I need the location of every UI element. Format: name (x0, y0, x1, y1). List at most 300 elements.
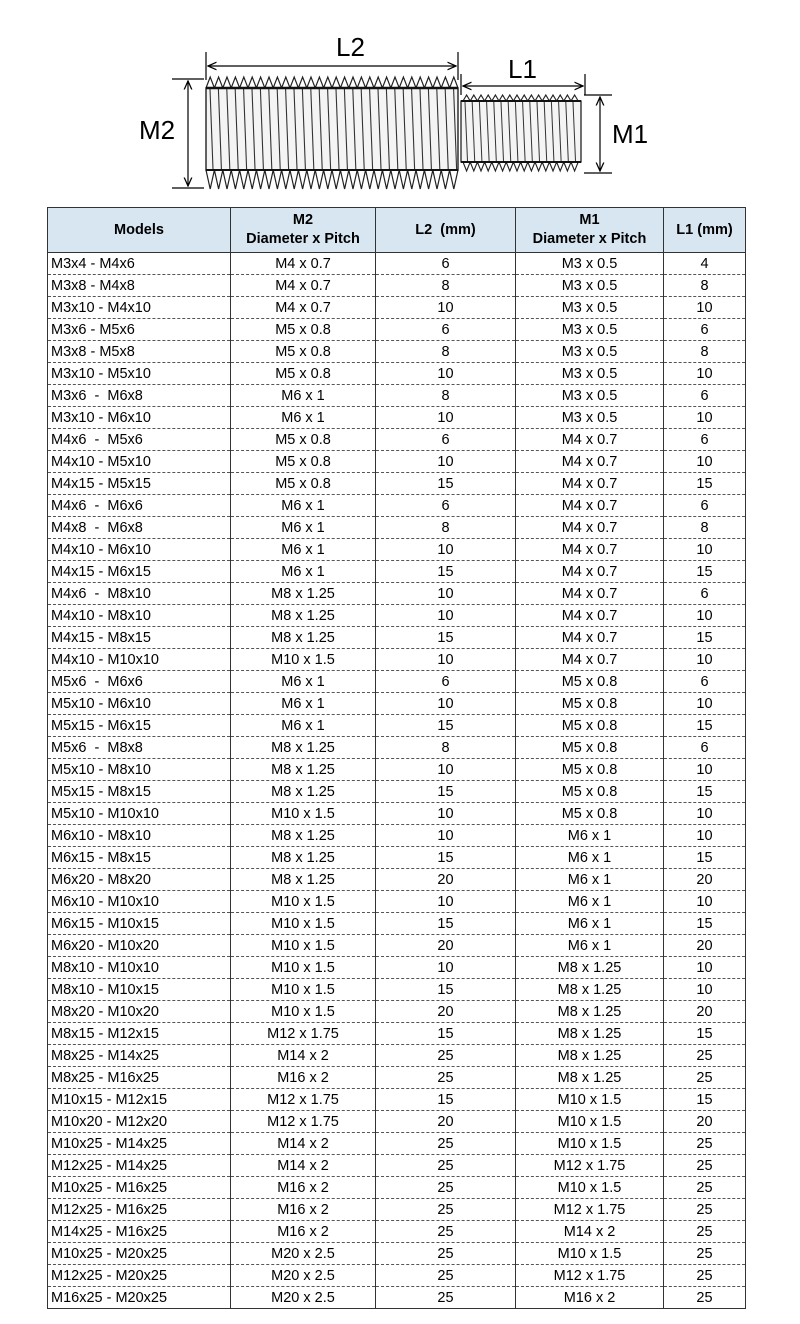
cell-model: M8x15 - M12x15 (48, 1023, 231, 1045)
cell-l2: 6 (376, 429, 516, 451)
cell-m2: M20 x 2.5 (231, 1243, 376, 1265)
cell-l1: 6 (664, 385, 746, 407)
cell-l1: 25 (664, 1155, 746, 1177)
table-row (48, 539, 746, 561)
cell-m2: M6 x 1 (231, 385, 376, 407)
cell-l1: 15 (664, 1023, 746, 1045)
cell-model: M10x15 - M12x15 (48, 1089, 231, 1111)
cell-m1: M4 x 0.7 (516, 649, 664, 671)
cell-model: M10x25 - M14x25 (48, 1133, 231, 1155)
cell-m2: M8 x 1.25 (231, 583, 376, 605)
table-row (48, 297, 746, 319)
table-row (48, 451, 746, 473)
cell-m2: M8 x 1.25 (231, 825, 376, 847)
cell-l1: 15 (664, 913, 746, 935)
cell-l1: 10 (664, 803, 746, 825)
cell-l1: 10 (664, 539, 746, 561)
cell-l2: 10 (376, 297, 516, 319)
cell-m1: M3 x 0.5 (516, 341, 664, 363)
cell-m2: M20 x 2.5 (231, 1265, 376, 1287)
cell-model: M3x10 - M4x10 (48, 297, 231, 319)
cell-m2: M12 x 1.75 (231, 1089, 376, 1111)
header-m2: M2 Diameter x Pitch (231, 208, 376, 253)
table-row (48, 847, 746, 869)
cell-model: M10x25 - M16x25 (48, 1177, 231, 1199)
cell-m1: M5 x 0.8 (516, 693, 664, 715)
cell-m2: M14 x 2 (231, 1133, 376, 1155)
cell-l1: 6 (664, 737, 746, 759)
table-row (48, 913, 746, 935)
table-row (48, 781, 746, 803)
m1-label: M1 (612, 119, 649, 149)
cell-m1: M10 x 1.5 (516, 1089, 664, 1111)
cell-m1: M3 x 0.5 (516, 319, 664, 341)
cell-l1: 10 (664, 451, 746, 473)
cell-l1: 10 (664, 693, 746, 715)
cell-model: M4x6 - M8x10 (48, 583, 231, 605)
cell-m2: M10 x 1.5 (231, 891, 376, 913)
cell-model: M3x8 - M4x8 (48, 275, 231, 297)
cell-m2: M8 x 1.25 (231, 781, 376, 803)
cell-l1: 10 (664, 957, 746, 979)
cell-l2: 10 (376, 825, 516, 847)
cell-m1: M10 x 1.5 (516, 1133, 664, 1155)
cell-m1: M3 x 0.5 (516, 253, 664, 275)
cell-m2: M6 x 1 (231, 407, 376, 429)
cell-l1: 25 (664, 1133, 746, 1155)
table-row (48, 1067, 746, 1089)
cell-m2: M10 x 1.5 (231, 1001, 376, 1023)
cell-l1: 25 (664, 1199, 746, 1221)
cell-model: M16x25 - M20x25 (48, 1287, 231, 1309)
cell-l2: 10 (376, 539, 516, 561)
cell-m1: M12 x 1.75 (516, 1199, 664, 1221)
cell-m2: M5 x 0.8 (231, 363, 376, 385)
header-models: Models (48, 208, 231, 253)
cell-model: M4x10 - M5x10 (48, 451, 231, 473)
cell-model: M6x10 - M8x10 (48, 825, 231, 847)
cell-l1: 10 (664, 297, 746, 319)
table-row (48, 649, 746, 671)
table-row (48, 1265, 746, 1287)
cell-m2: M6 x 1 (231, 561, 376, 583)
cell-l2: 25 (376, 1243, 516, 1265)
cell-l2: 25 (376, 1287, 516, 1309)
table-row (48, 935, 746, 957)
cell-l1: 15 (664, 847, 746, 869)
cell-m1: M4 x 0.7 (516, 517, 664, 539)
cell-m1: M12 x 1.75 (516, 1155, 664, 1177)
table-row (48, 583, 746, 605)
table-row (48, 825, 746, 847)
cell-model: M4x15 - M8x15 (48, 627, 231, 649)
cell-l2: 15 (376, 913, 516, 935)
table-row (48, 671, 746, 693)
table-row (48, 737, 746, 759)
l1-label: L1 (508, 54, 537, 84)
cell-model: M3x10 - M6x10 (48, 407, 231, 429)
cell-l2: 8 (376, 385, 516, 407)
table-row (48, 275, 746, 297)
cell-m2: M8 x 1.25 (231, 737, 376, 759)
cell-l1: 8 (664, 341, 746, 363)
cell-m2: M16 x 2 (231, 1177, 376, 1199)
cell-m2: M10 x 1.5 (231, 979, 376, 1001)
cell-model: M3x10 - M5x10 (48, 363, 231, 385)
cell-l1: 20 (664, 1001, 746, 1023)
cell-l2: 6 (376, 319, 516, 341)
table-row (48, 759, 746, 781)
cell-m1: M5 x 0.8 (516, 759, 664, 781)
cell-model: M4x10 - M6x10 (48, 539, 231, 561)
cell-model: M5x15 - M8x15 (48, 781, 231, 803)
m2-thread-section (206, 77, 458, 189)
cell-m1: M16 x 2 (516, 1287, 664, 1309)
cell-l1: 10 (664, 825, 746, 847)
cell-m2: M8 x 1.25 (231, 605, 376, 627)
cell-l2: 6 (376, 253, 516, 275)
cell-model: M3x8 - M5x8 (48, 341, 231, 363)
cell-l2: 8 (376, 275, 516, 297)
cell-m1: M8 x 1.25 (516, 1001, 664, 1023)
cell-m1: M6 x 1 (516, 847, 664, 869)
cell-l2: 25 (376, 1155, 516, 1177)
table-row (48, 891, 746, 913)
cell-l1: 6 (664, 583, 746, 605)
cell-l2: 15 (376, 473, 516, 495)
cell-l1: 10 (664, 649, 746, 671)
cell-l2: 15 (376, 1089, 516, 1111)
cell-model: M6x10 - M10x10 (48, 891, 231, 913)
cell-l1: 10 (664, 979, 746, 1001)
cell-m2: M5 x 0.8 (231, 341, 376, 363)
table-row (48, 517, 746, 539)
cell-l2: 15 (376, 979, 516, 1001)
cell-l2: 8 (376, 341, 516, 363)
cell-l1: 10 (664, 363, 746, 385)
cell-l2: 25 (376, 1221, 516, 1243)
cell-l2: 25 (376, 1067, 516, 1089)
cell-l2: 10 (376, 583, 516, 605)
cell-model: M4x10 - M10x10 (48, 649, 231, 671)
cell-m1: M12 x 1.75 (516, 1265, 664, 1287)
cell-l1: 6 (664, 495, 746, 517)
cell-model: M4x6 - M5x6 (48, 429, 231, 451)
cell-l1: 8 (664, 275, 746, 297)
cell-m2: M5 x 0.8 (231, 319, 376, 341)
cell-l2: 20 (376, 1111, 516, 1133)
cell-l2: 10 (376, 957, 516, 979)
cell-model: M4x15 - M5x15 (48, 473, 231, 495)
cell-l1: 25 (664, 1265, 746, 1287)
table-row (48, 385, 746, 407)
cell-m2: M16 x 2 (231, 1067, 376, 1089)
cell-model: M3x6 - M5x6 (48, 319, 231, 341)
cell-l2: 8 (376, 737, 516, 759)
cell-m2: M5 x 0.8 (231, 451, 376, 473)
threaded-stud-diagram (0, 0, 800, 205)
table-row (48, 1089, 746, 1111)
cell-l2: 25 (376, 1177, 516, 1199)
cell-l2: 25 (376, 1133, 516, 1155)
cell-l2: 8 (376, 517, 516, 539)
cell-model: M5x10 - M8x10 (48, 759, 231, 781)
cell-m2: M14 x 2 (231, 1155, 376, 1177)
cell-m1: M8 x 1.25 (516, 979, 664, 1001)
cell-l2: 10 (376, 451, 516, 473)
cell-l1: 6 (664, 671, 746, 693)
cell-l1: 20 (664, 935, 746, 957)
spec-table (47, 207, 746, 1309)
cell-l1: 6 (664, 319, 746, 341)
cell-model: M4x10 - M8x10 (48, 605, 231, 627)
m2-label: M2 (139, 115, 176, 145)
cell-m1: M14 x 2 (516, 1221, 664, 1243)
table-row (48, 1243, 746, 1265)
cell-l1: 25 (664, 1287, 746, 1309)
header-l1: L1 (mm) (664, 208, 746, 253)
cell-l2: 10 (376, 803, 516, 825)
cell-l2: 15 (376, 561, 516, 583)
table-row (48, 605, 746, 627)
cell-l1: 8 (664, 517, 746, 539)
table-row (48, 957, 746, 979)
cell-l2: 10 (376, 693, 516, 715)
cell-m1: M4 x 0.7 (516, 605, 664, 627)
table-row (48, 693, 746, 715)
table-row (48, 979, 746, 1001)
cell-model: M8x20 - M10x20 (48, 1001, 231, 1023)
cell-m2: M8 x 1.25 (231, 847, 376, 869)
cell-m1: M5 x 0.8 (516, 781, 664, 803)
cell-m1: M6 x 1 (516, 935, 664, 957)
cell-model: M5x15 - M6x15 (48, 715, 231, 737)
cell-m1: M8 x 1.25 (516, 1023, 664, 1045)
cell-m2: M10 x 1.5 (231, 935, 376, 957)
cell-l2: 10 (376, 605, 516, 627)
cell-l1: 25 (664, 1045, 746, 1067)
table-header-row (48, 208, 746, 253)
cell-m1: M4 x 0.7 (516, 539, 664, 561)
cell-l2: 10 (376, 759, 516, 781)
cell-m2: M4 x 0.7 (231, 275, 376, 297)
cell-m2: M10 x 1.5 (231, 803, 376, 825)
cell-m2: M8 x 1.25 (231, 759, 376, 781)
cell-m2: M6 x 1 (231, 539, 376, 561)
table-row (48, 1045, 746, 1067)
cell-m2: M6 x 1 (231, 517, 376, 539)
cell-m2: M14 x 2 (231, 1045, 376, 1067)
table-row (48, 1221, 746, 1243)
table-row (48, 1199, 746, 1221)
cell-m2: M12 x 1.75 (231, 1023, 376, 1045)
cell-m2: M6 x 1 (231, 671, 376, 693)
cell-m1: M3 x 0.5 (516, 297, 664, 319)
cell-model: M10x20 - M12x20 (48, 1111, 231, 1133)
cell-l1: 15 (664, 781, 746, 803)
cell-l2: 10 (376, 407, 516, 429)
table-row (48, 1001, 746, 1023)
table-row (48, 1177, 746, 1199)
cell-l1: 10 (664, 891, 746, 913)
cell-m2: M4 x 0.7 (231, 253, 376, 275)
table-row (48, 869, 746, 891)
cell-m2: M6 x 1 (231, 495, 376, 517)
cell-model: M10x25 - M20x25 (48, 1243, 231, 1265)
cell-l2: 25 (376, 1045, 516, 1067)
cell-l2: 10 (376, 649, 516, 671)
cell-m1: M4 x 0.7 (516, 495, 664, 517)
cell-m2: M12 x 1.75 (231, 1111, 376, 1133)
table-row (48, 1023, 746, 1045)
cell-m2: M16 x 2 (231, 1221, 376, 1243)
table-row (48, 341, 746, 363)
cell-l1: 25 (664, 1067, 746, 1089)
table-row (48, 473, 746, 495)
cell-model: M12x25 - M16x25 (48, 1199, 231, 1221)
l2-label: L2 (336, 32, 365, 62)
cell-model: M6x15 - M10x15 (48, 913, 231, 935)
cell-m1: M8 x 1.25 (516, 1067, 664, 1089)
cell-m1: M8 x 1.25 (516, 1045, 664, 1067)
cell-l1: 15 (664, 473, 746, 495)
cell-model: M14x25 - M16x25 (48, 1221, 231, 1243)
cell-m2: M8 x 1.25 (231, 627, 376, 649)
table-row (48, 363, 746, 385)
cell-m1: M10 x 1.5 (516, 1243, 664, 1265)
cell-m1: M6 x 1 (516, 891, 664, 913)
cell-model: M4x6 - M6x6 (48, 495, 231, 517)
cell-l2: 15 (376, 715, 516, 737)
cell-l1: 15 (664, 627, 746, 649)
cell-l1: 25 (664, 1243, 746, 1265)
cell-m2: M10 x 1.5 (231, 957, 376, 979)
cell-m1: M5 x 0.8 (516, 715, 664, 737)
cell-m1: M5 x 0.8 (516, 737, 664, 759)
cell-model: M4x15 - M6x15 (48, 561, 231, 583)
table-row (48, 1287, 746, 1309)
cell-m2: M10 x 1.5 (231, 913, 376, 935)
cell-l1: 20 (664, 1111, 746, 1133)
cell-m1: M3 x 0.5 (516, 363, 664, 385)
m1-thread-section (461, 95, 581, 171)
cell-l2: 15 (376, 627, 516, 649)
cell-m1: M6 x 1 (516, 913, 664, 935)
cell-l2: 20 (376, 1001, 516, 1023)
table-row (48, 495, 746, 517)
cell-m1: M10 x 1.5 (516, 1111, 664, 1133)
cell-l2: 6 (376, 495, 516, 517)
cell-m2: M8 x 1.25 (231, 869, 376, 891)
cell-m1: M6 x 1 (516, 869, 664, 891)
cell-model: M4x8 - M6x8 (48, 517, 231, 539)
cell-model: M3x4 - M4x6 (48, 253, 231, 275)
cell-l2: 10 (376, 891, 516, 913)
table-row (48, 803, 746, 825)
cell-l1: 10 (664, 407, 746, 429)
cell-l1: 4 (664, 253, 746, 275)
cell-m2: M6 x 1 (231, 693, 376, 715)
cell-m1: M4 x 0.7 (516, 583, 664, 605)
cell-model: M8x10 - M10x10 (48, 957, 231, 979)
cell-l2: 25 (376, 1265, 516, 1287)
cell-m1: M4 x 0.7 (516, 561, 664, 583)
cell-m1: M6 x 1 (516, 825, 664, 847)
header-m1: M1 Diameter x Pitch (516, 208, 664, 253)
cell-m1: M4 x 0.7 (516, 627, 664, 649)
cell-m2: M10 x 1.5 (231, 649, 376, 671)
cell-l2: 10 (376, 363, 516, 385)
table-row (48, 561, 746, 583)
cell-l2: 20 (376, 869, 516, 891)
cell-model: M6x15 - M8x15 (48, 847, 231, 869)
cell-l1: 6 (664, 429, 746, 451)
cell-m1: M5 x 0.8 (516, 671, 664, 693)
cell-m1: M4 x 0.7 (516, 451, 664, 473)
cell-l1: 15 (664, 715, 746, 737)
table-row (48, 407, 746, 429)
cell-l1: 20 (664, 869, 746, 891)
cell-m2: M6 x 1 (231, 715, 376, 737)
cell-m2: M5 x 0.8 (231, 473, 376, 495)
cell-model: M12x25 - M20x25 (48, 1265, 231, 1287)
table-row (48, 1133, 746, 1155)
cell-model: M3x6 - M6x8 (48, 385, 231, 407)
cell-l1: 25 (664, 1177, 746, 1199)
cell-m1: M3 x 0.5 (516, 275, 664, 297)
cell-model: M5x10 - M10x10 (48, 803, 231, 825)
cell-l1: 15 (664, 1089, 746, 1111)
cell-m1: M8 x 1.25 (516, 957, 664, 979)
table-row (48, 1111, 746, 1133)
cell-m2: M5 x 0.8 (231, 429, 376, 451)
cell-model: M12x25 - M14x25 (48, 1155, 231, 1177)
cell-model: M8x25 - M16x25 (48, 1067, 231, 1089)
cell-l1: 25 (664, 1221, 746, 1243)
cell-model: M8x10 - M10x15 (48, 979, 231, 1001)
cell-l2: 6 (376, 671, 516, 693)
table-row (48, 319, 746, 341)
cell-model: M5x6 - M8x8 (48, 737, 231, 759)
cell-l2: 20 (376, 935, 516, 957)
cell-l1: 10 (664, 605, 746, 627)
cell-m1: M4 x 0.7 (516, 473, 664, 495)
table-row (48, 429, 746, 451)
header-l2: L2 (mm) (376, 208, 516, 253)
cell-m1: M5 x 0.8 (516, 803, 664, 825)
cell-l2: 15 (376, 781, 516, 803)
cell-l2: 15 (376, 1023, 516, 1045)
table-row (48, 715, 746, 737)
cell-m1: M10 x 1.5 (516, 1177, 664, 1199)
cell-model: M5x6 - M6x6 (48, 671, 231, 693)
cell-l2: 25 (376, 1199, 516, 1221)
cell-m2: M4 x 0.7 (231, 297, 376, 319)
table-row (48, 253, 746, 275)
cell-m2: M20 x 2.5 (231, 1287, 376, 1309)
cell-l2: 15 (376, 847, 516, 869)
table-row (48, 1155, 746, 1177)
cell-model: M5x10 - M6x10 (48, 693, 231, 715)
cell-m1: M4 x 0.7 (516, 429, 664, 451)
cell-m1: M3 x 0.5 (516, 407, 664, 429)
table-row (48, 627, 746, 649)
cell-model: M8x25 - M14x25 (48, 1045, 231, 1067)
cell-m1: M3 x 0.5 (516, 385, 664, 407)
cell-model: M6x20 - M10x20 (48, 935, 231, 957)
cell-model: M6x20 - M8x20 (48, 869, 231, 891)
cell-m2: M16 x 2 (231, 1199, 376, 1221)
